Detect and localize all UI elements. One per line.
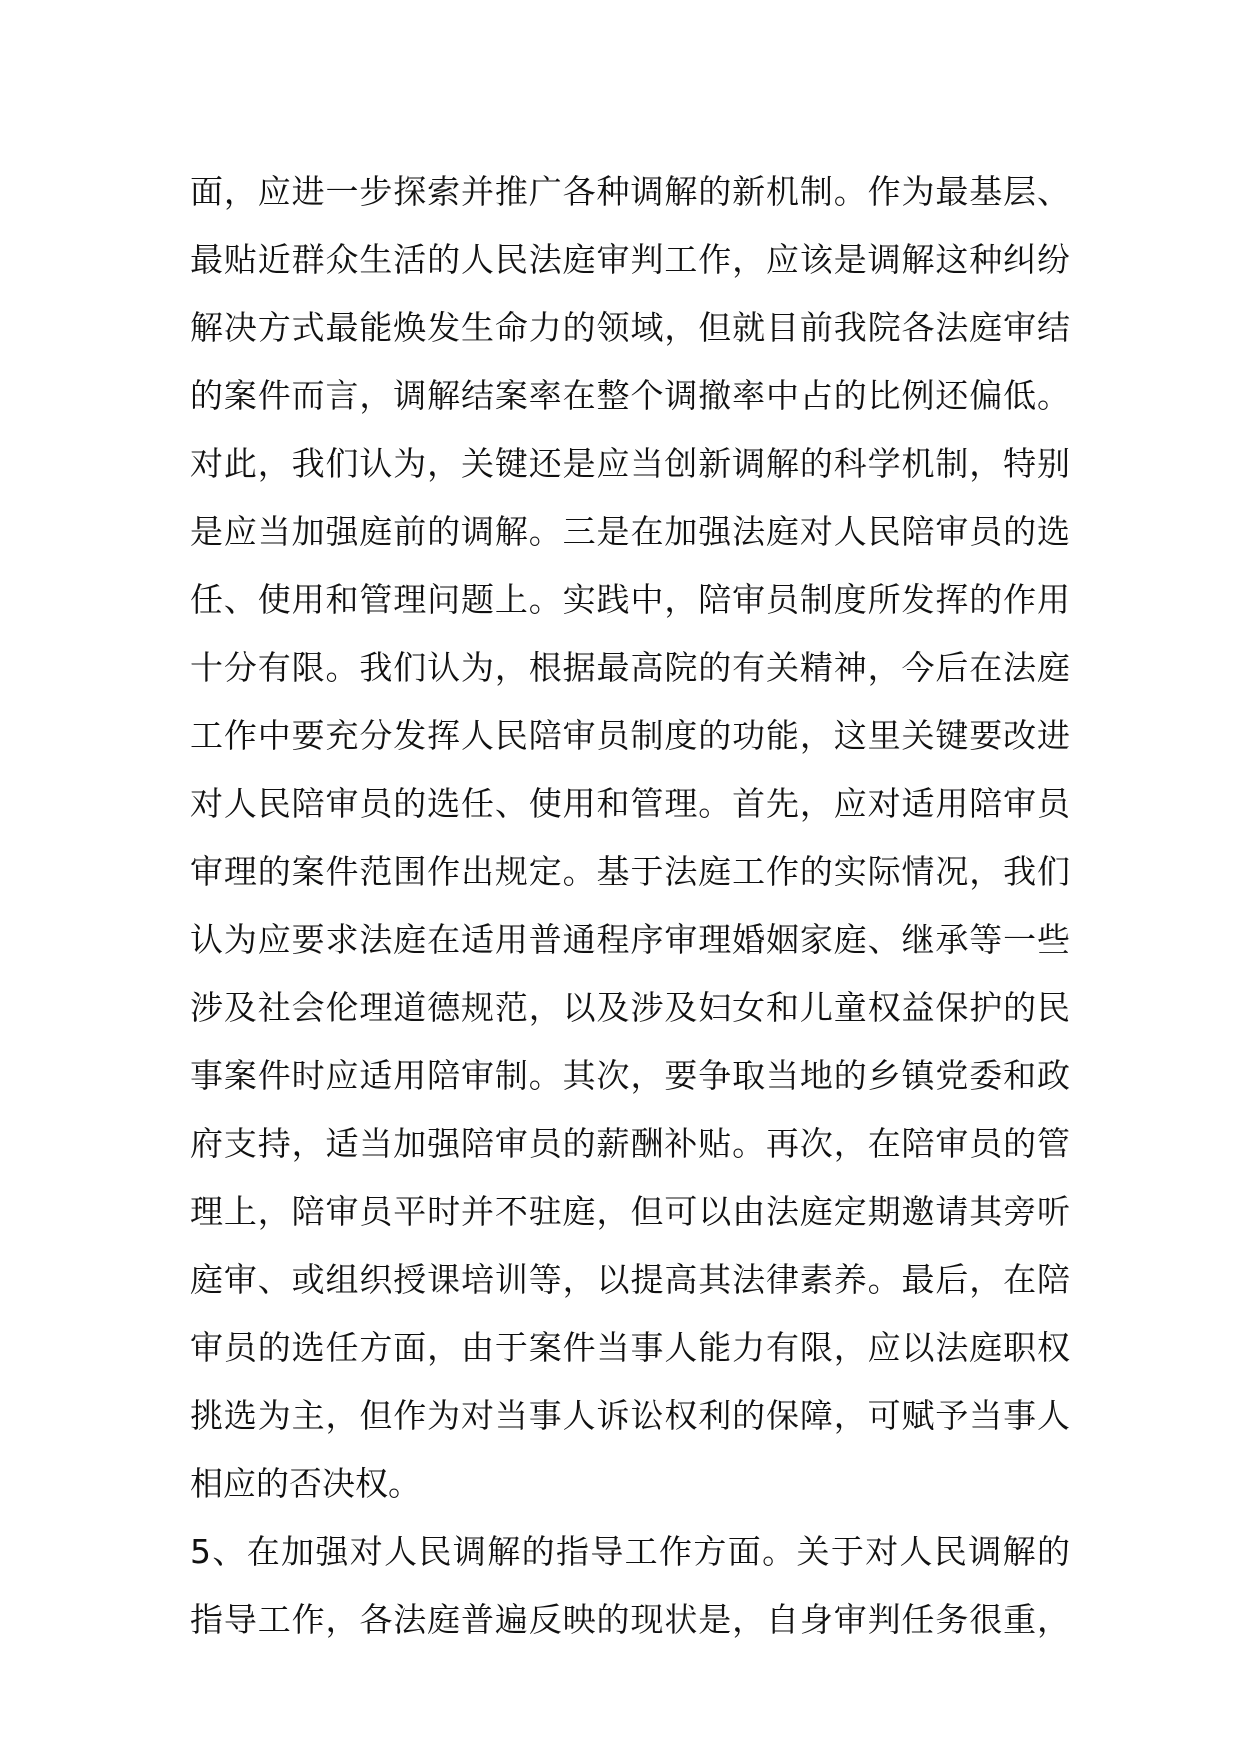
text-line: 认为应要求法庭在适用普通程序审理婚姻家庭、继承等一些	[190, 920, 1070, 959]
text-line: 十分有限。我们认为，根据最高院的有关精神，今后在法庭	[190, 648, 1070, 687]
text-line: 理上，陪审员平时并不驻庭，但可以由法庭定期邀请其旁听	[190, 1192, 1070, 1231]
text-line: 面，应进一步探索并推广各种调解的新机制。作为最基层、	[190, 172, 1070, 211]
text-line: 指导工作，各法庭普遍反映的现状是，自身审判任务很重，	[190, 1600, 1070, 1639]
text-line: 对此，我们认为，关键还是应当创新调解的科学机制，特别	[190, 444, 1070, 483]
text-line: 任、使用和管理问题上。实践中，陪审员制度所发挥的作用	[190, 580, 1070, 619]
text-line: 涉及社会伦理道德规范，以及涉及妇女和儿童权益保护的民	[190, 988, 1070, 1027]
text-line: 最贴近群众生活的人民法庭审判工作，应该是调解这种纠纷	[190, 240, 1070, 279]
text-line: 对人民陪审员的选任、使用和管理。首先，应对适用陪审员	[190, 784, 1070, 823]
document-body	[190, 158, 1070, 1654]
text-line: 挑选为主，但作为对当事人诉讼权利的保障，可赋予当事人	[190, 1396, 1070, 1435]
text-line: 庭审、或组织授课培训等，以提高其法律素养。最后，在陪	[190, 1260, 1070, 1299]
text-line: 事案件时应适用陪审制。其次，要争取当地的乡镇党委和政	[190, 1056, 1070, 1095]
text-line: 府支持，适当加强陪审员的薪酬补贴。再次，在陪审员的管	[190, 1124, 1070, 1163]
text-line: 审理的案件范围作出规定。基于法庭工作的实际情况，我们	[190, 852, 1070, 891]
text-line: 解决方式最能焕发生命力的领域，但就目前我院各法庭审结	[190, 308, 1070, 347]
text-line: 5、在加强对人民调解的指导工作方面。关于对人民调解的	[190, 1532, 1070, 1571]
text-line: 的案件而言，调解结案率在整个调撤率中占的比例还偏低。	[190, 376, 1070, 415]
text-line: 审员的选任方面，由于案件当事人能力有限，应以法庭职权	[190, 1328, 1070, 1367]
text-line: 工作中要充分发挥人民陪审员制度的功能，这里关键要改进	[190, 716, 1070, 755]
text-line: 相应的否决权。	[190, 1464, 421, 1503]
text-line: 是应当加强庭前的调解。三是在加强法庭对人民陪审员的选	[190, 512, 1070, 551]
